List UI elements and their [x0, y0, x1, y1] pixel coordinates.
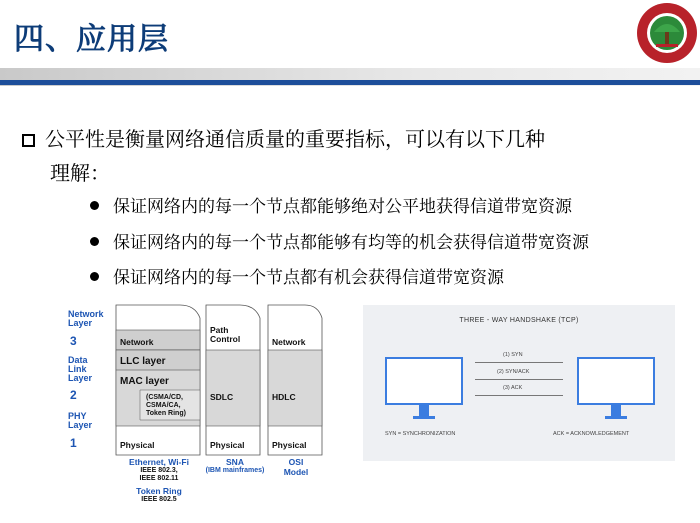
caption-sna-title: SNA [226, 457, 244, 467]
main-point-line1: 公平性是衡量网络通信质量的重要指标，可以有以下几种 [45, 127, 545, 151]
computer-left-base [413, 416, 435, 419]
osi-diagram [60, 300, 350, 515]
sub-point-3 [90, 263, 504, 288]
sub-point-1 [90, 192, 572, 217]
stack1-physical: Physical [120, 440, 155, 450]
computer-right-base [605, 416, 627, 419]
caption-osi [272, 457, 320, 477]
layer-number-1: 1 [70, 436, 77, 450]
layer-label-datalink: Data Link Layer [68, 355, 93, 383]
stack1-mac: MAC layer [120, 376, 169, 387]
sub-point-text: 保证网络内的每一个节点都能够有均等的机会获得信道带宽资源 [113, 233, 589, 253]
label-syn: SYN = SYNCHRONIZATION [385, 431, 456, 437]
caption-tokenring-title: Token Ring [136, 486, 182, 496]
layer-number-3: 3 [70, 334, 77, 348]
square-bullet-icon [22, 134, 35, 147]
layer-label-network: Network Layer [68, 309, 104, 328]
school-logo [636, 2, 698, 64]
handshake-title: THREE - WAY HANDSHAKE (TCP) [459, 317, 579, 324]
main-point [22, 122, 682, 190]
stack2-sdlc: SDLC [210, 392, 234, 402]
sub-point-2 [90, 228, 589, 253]
computer-right-icon [577, 357, 655, 405]
caption-tokenring-sub: IEEE 802.5 [141, 496, 177, 503]
stack1-network: Network [120, 337, 154, 347]
arrow-right-2 [475, 395, 563, 396]
tcp-handshake-figure [363, 305, 675, 461]
caption-sna-sub: (IBM mainframes) [205, 467, 265, 474]
caption-osi-sub: Model [283, 467, 309, 477]
header-band-blue [0, 80, 700, 85]
caption-ethernet-sub: IEEE 802.3, IEEE 802.11 [139, 467, 179, 482]
caption-osi-title: OSI [288, 457, 304, 467]
stack1-llc: LLC layer [120, 356, 166, 367]
computer-left-icon [385, 357, 463, 405]
bullet-dot-icon [90, 237, 99, 246]
stack3-physical: Physical [272, 440, 307, 450]
main-point-line2: 理解： [50, 161, 110, 185]
step-synack: (2) SYN/ACK [497, 369, 530, 375]
caption-sna [200, 457, 270, 474]
stack3-network: Network [272, 337, 306, 347]
step-ack: (3) ACK [503, 385, 523, 391]
stack2-physical: Physical [210, 440, 245, 450]
slide-title: 四、应用层 [14, 22, 169, 57]
sub-point-text: 保证网络内的每一个节点都能够绝对公平地获得信道带宽资源 [113, 197, 572, 217]
bullet-dot-icon [90, 272, 99, 281]
caption-ethernet-title: Ethernet, Wi-Fi [129, 457, 189, 467]
stack3-hdlc: HDLC [272, 392, 296, 402]
stack1-mac-detail: (CSMA/CD, CSMA/CA, Token Ring) [146, 394, 186, 417]
stack-shapes [60, 300, 350, 460]
stack2-path-control: Path Control [210, 325, 241, 344]
layer-number-2: 2 [70, 388, 77, 402]
step-syn: (1) SYN [503, 352, 523, 358]
arrow-right-1 [475, 362, 563, 363]
caption-ethernet [114, 457, 204, 503]
bullet-dot-icon [90, 201, 99, 210]
label-ack: ACK = ACKNOWLEDGEMENT [553, 431, 630, 437]
layer-label-phy: PHY Layer [68, 411, 93, 430]
arrow-left [475, 379, 563, 380]
sub-point-text: 保证网络内的每一个节点都有机会获得信道带宽资源 [113, 268, 504, 288]
